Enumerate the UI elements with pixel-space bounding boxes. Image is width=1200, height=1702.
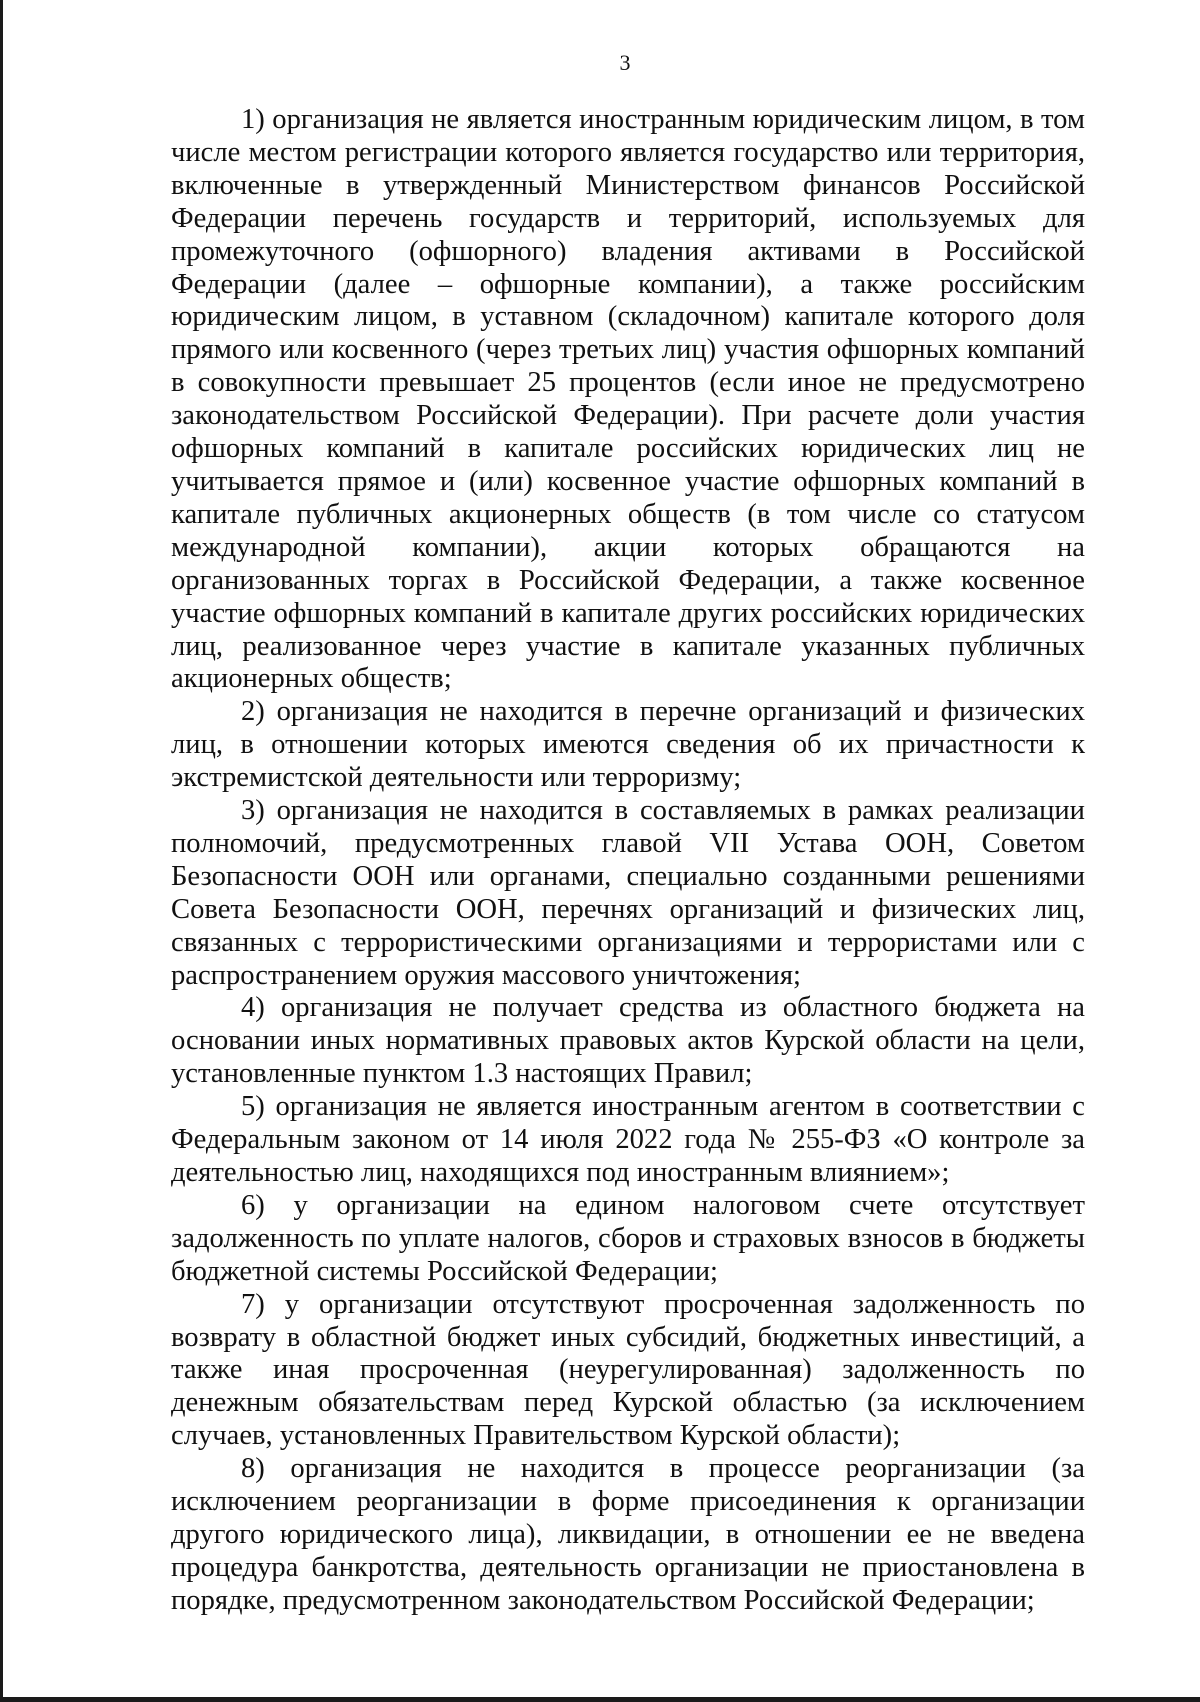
page-number: 3	[619, 50, 631, 75]
scan-left-edge	[0, 0, 3, 1702]
paragraph-item-8: 8) организация не находится в процессе реорганизации (за исключением реорганизации в форме присоединения к организации другого юридического лица), ликвидации, в отношении ее не введена процедура банкротства, деятельность организации не приостановлена в порядке, предусмотренном законодательством Российской Федерации;	[171, 1453, 1085, 1616]
paragraph-item-4: 4) организация не получает средства из областного бюджета на основании иных нормативных правовых актов Курской области на цели, установленные пунктом 1.3 настоящих Правил;	[171, 992, 1085, 1090]
paragraph-item-1: 1) организация не является иностранным юридическим лицом, в том числе местом регистрации которого является государство или территория, включенные в утвержденный Министерством финансов Российской Федерации перечень государств и территорий, используемых для промежуточного (офшорного) владения активами в Российской Федерации (далее – офшорные компании), а также российским юридическим лицом, в уставном (складочном) капитале которого доля прямого или косвенного (через третьих лиц) участия офшорных компаний в совокупности превышает 25 процентов (если иное не предусмотрено законодательством Российской Федерации). При расчете доли участия офшорных компаний в капитале российских юридических лиц не учитывается прямое и (или) косвенное участие офшорных компаний в капитале публичных акционерных обществ (в том числе со статусом международной компании), акции которых обращаются на организованных торгах в Российской Федерации, а также косвенное участие офшорных компаний в капитале других российских юридических лиц, реализованное через участие в капитале указанных публичных акционерных обществ;	[171, 104, 1085, 695]
paragraph-item-6: 6) у организации на едином налоговом счете отсутствует задолженность по уплате налогов, сборов и страховых взносов в бюджеты бюджетной системы Российской Федерации;	[171, 1189, 1085, 1287]
paragraph-item-2: 2) организация не находится в перечне организаций и физических лиц, в отношении которых имеются сведения об их причастности к экстремистской деятельности или терроризму;	[171, 696, 1085, 794]
paragraph-item-5: 5) организация не является иностранным агентом в соответствии с Федеральным законом от 14 июля 2022 года № 255-ФЗ «О контроле за деятельностью лиц, находящихся под иностранным влиянием»;	[171, 1091, 1085, 1188]
document-body	[171, 104, 1085, 1618]
scan-bottom-edge	[0, 1697, 1200, 1702]
paragraph-item-7: 7) у организации отсутствуют просроченная задолженность по возврату в областной бюджет иных субсидий, бюджетных инвестиций, а также иная просроченная (неурегулированная) задолженность по денежным обязательствам перед Курской областью (за исключением случаев, установленных Правительством Курской области);	[171, 1288, 1085, 1452]
paragraph-item-3: 3) организация не находится в составляемых в рамках реализации полномочий, предусмотренных главой VII Устава ООН, Советом Безопасности ООН или органами, специально созданными решениями Совета Безопасности ООН, перечнях организаций и физических лиц, связанных с террористическими организациями и террористами или с распространением оружия массового уничтожения;	[171, 795, 1085, 991]
